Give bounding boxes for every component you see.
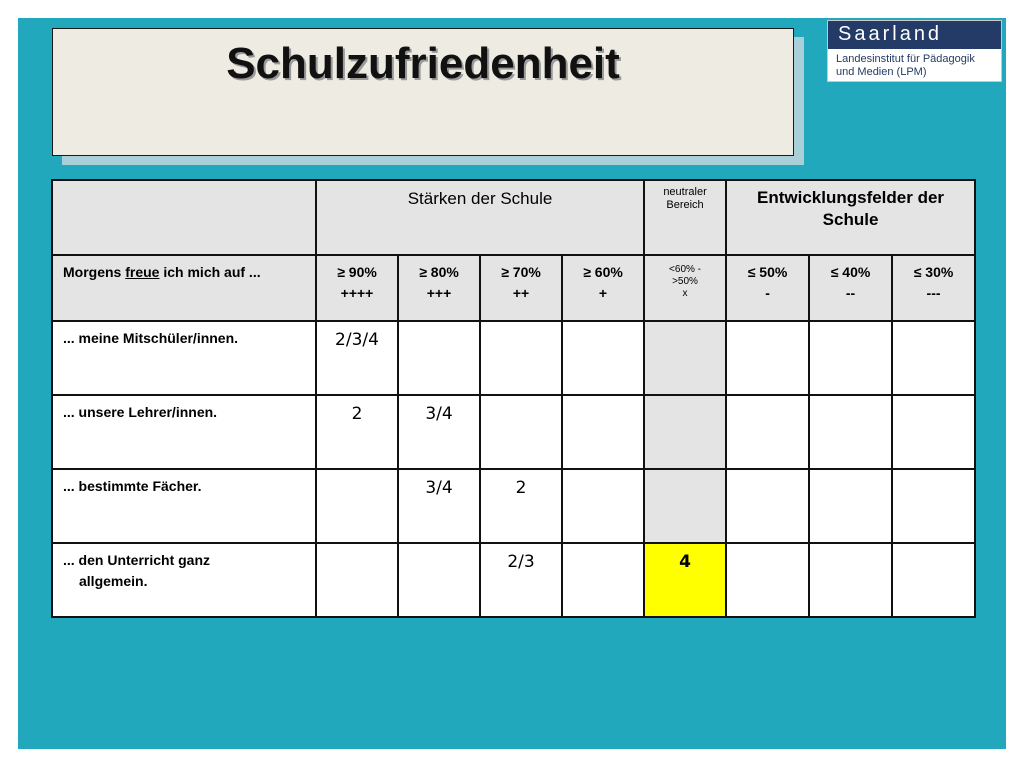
level-symbol: ++++ <box>340 285 374 301</box>
value-cell <box>562 321 644 395</box>
level-label-prefix: Morgens <box>63 264 126 280</box>
level-threshold: ≥ 70% <box>501 264 541 280</box>
level-threshold-line2: >50% <box>672 276 698 287</box>
header-development-line1: Entwicklungsfelder der <box>757 188 945 207</box>
value-cell <box>398 543 480 617</box>
value-cell: 2/3 <box>480 543 562 617</box>
logo-subtitle <box>836 53 975 79</box>
level-cell <box>726 255 809 321</box>
level-row <box>52 255 975 321</box>
level-cell <box>892 255 975 321</box>
saarland-logo <box>827 20 1002 82</box>
row-label: ... meine Mitschüler/innen. <box>52 321 316 395</box>
value-cell-neutral <box>644 469 726 543</box>
page-title: Schulzufriedenheit <box>226 39 620 88</box>
level-threshold: ≤ 50% <box>747 264 788 280</box>
value-cell: 3/4 <box>398 469 480 543</box>
value-cell <box>726 543 809 617</box>
value-cell: 3/4 <box>398 395 480 469</box>
level-symbol: + <box>598 285 608 301</box>
value-cell <box>398 321 480 395</box>
row-label <box>52 543 316 617</box>
value-cell-neutral <box>644 321 726 395</box>
level-label-underlined: freue <box>125 264 160 280</box>
level-cell-neutral <box>644 255 726 321</box>
header-development <box>726 180 975 255</box>
value-cell: 2 <box>480 469 562 543</box>
logo-wordmark: Saarland <box>838 23 943 45</box>
row-label: ... bestimmte Fächer. <box>52 469 316 543</box>
level-cell <box>480 255 562 321</box>
level-symbol: +++ <box>426 285 452 301</box>
row-label: ... unsere Lehrer/innen. <box>52 395 316 469</box>
row-label-line2: allgemein. <box>79 573 148 589</box>
value-cell: 2 <box>316 395 398 469</box>
level-cell <box>398 255 480 321</box>
value-cell <box>726 469 809 543</box>
value-cell-neutral <box>644 395 726 469</box>
value-cell <box>809 469 892 543</box>
logo-subtitle-line1: Landesinstitut für Pädagogik <box>836 53 975 65</box>
level-cell <box>809 255 892 321</box>
table-row <box>52 321 975 395</box>
value-cell <box>809 321 892 395</box>
header-development-line2: Schule <box>822 210 879 229</box>
level-cell <box>316 255 398 321</box>
level-symbol: -- <box>845 285 856 301</box>
value-cell: 2/3/4 <box>316 321 398 395</box>
value-cell <box>316 543 398 617</box>
level-threshold: ≥ 60% <box>583 264 623 280</box>
value-cell <box>892 321 975 395</box>
value-cell <box>480 395 562 469</box>
level-symbol: --- <box>926 285 941 301</box>
header-strengths: Stärken der Schule <box>316 180 644 255</box>
value-cell <box>892 543 975 617</box>
header-neutral-line2: Bereich <box>666 199 704 211</box>
value-cell <box>316 469 398 543</box>
value-cell <box>809 395 892 469</box>
value-cell <box>562 395 644 469</box>
level-threshold-line1: <60% - <box>669 264 702 275</box>
value-cell <box>726 321 809 395</box>
level-symbol: - <box>765 285 770 301</box>
header-neutral <box>644 180 726 255</box>
level-threshold: ≥ 80% <box>419 264 459 280</box>
table-row <box>52 543 975 617</box>
header-neutral-line1: neutraler <box>663 186 707 198</box>
table-row <box>52 395 975 469</box>
satisfaction-table <box>51 179 976 618</box>
title-box <box>52 28 794 156</box>
level-label-suffix: ich mich auf ... <box>159 264 261 280</box>
header-empty-cell <box>52 180 316 255</box>
logo-band <box>828 21 1001 49</box>
logo-subtitle-line2: und Medien (LPM) <box>836 66 927 78</box>
level-row-label <box>52 255 316 321</box>
value-cell <box>809 543 892 617</box>
level-cell <box>562 255 644 321</box>
row-label-line1: ... den Unterricht ganz <box>63 552 211 568</box>
level-threshold: ≤ 30% <box>913 264 954 280</box>
table-row <box>52 469 975 543</box>
value-cell <box>480 321 562 395</box>
value-cell <box>892 395 975 469</box>
level-threshold: ≤ 40% <box>830 264 871 280</box>
level-symbol: x <box>682 288 688 299</box>
value-cell <box>562 469 644 543</box>
value-cell-highlighted: 4 <box>644 543 726 617</box>
value-cell <box>726 395 809 469</box>
value-cell <box>892 469 975 543</box>
level-threshold: ≥ 90% <box>337 264 377 280</box>
value-cell <box>562 543 644 617</box>
header-row <box>52 180 975 255</box>
level-symbol: ++ <box>512 285 530 301</box>
